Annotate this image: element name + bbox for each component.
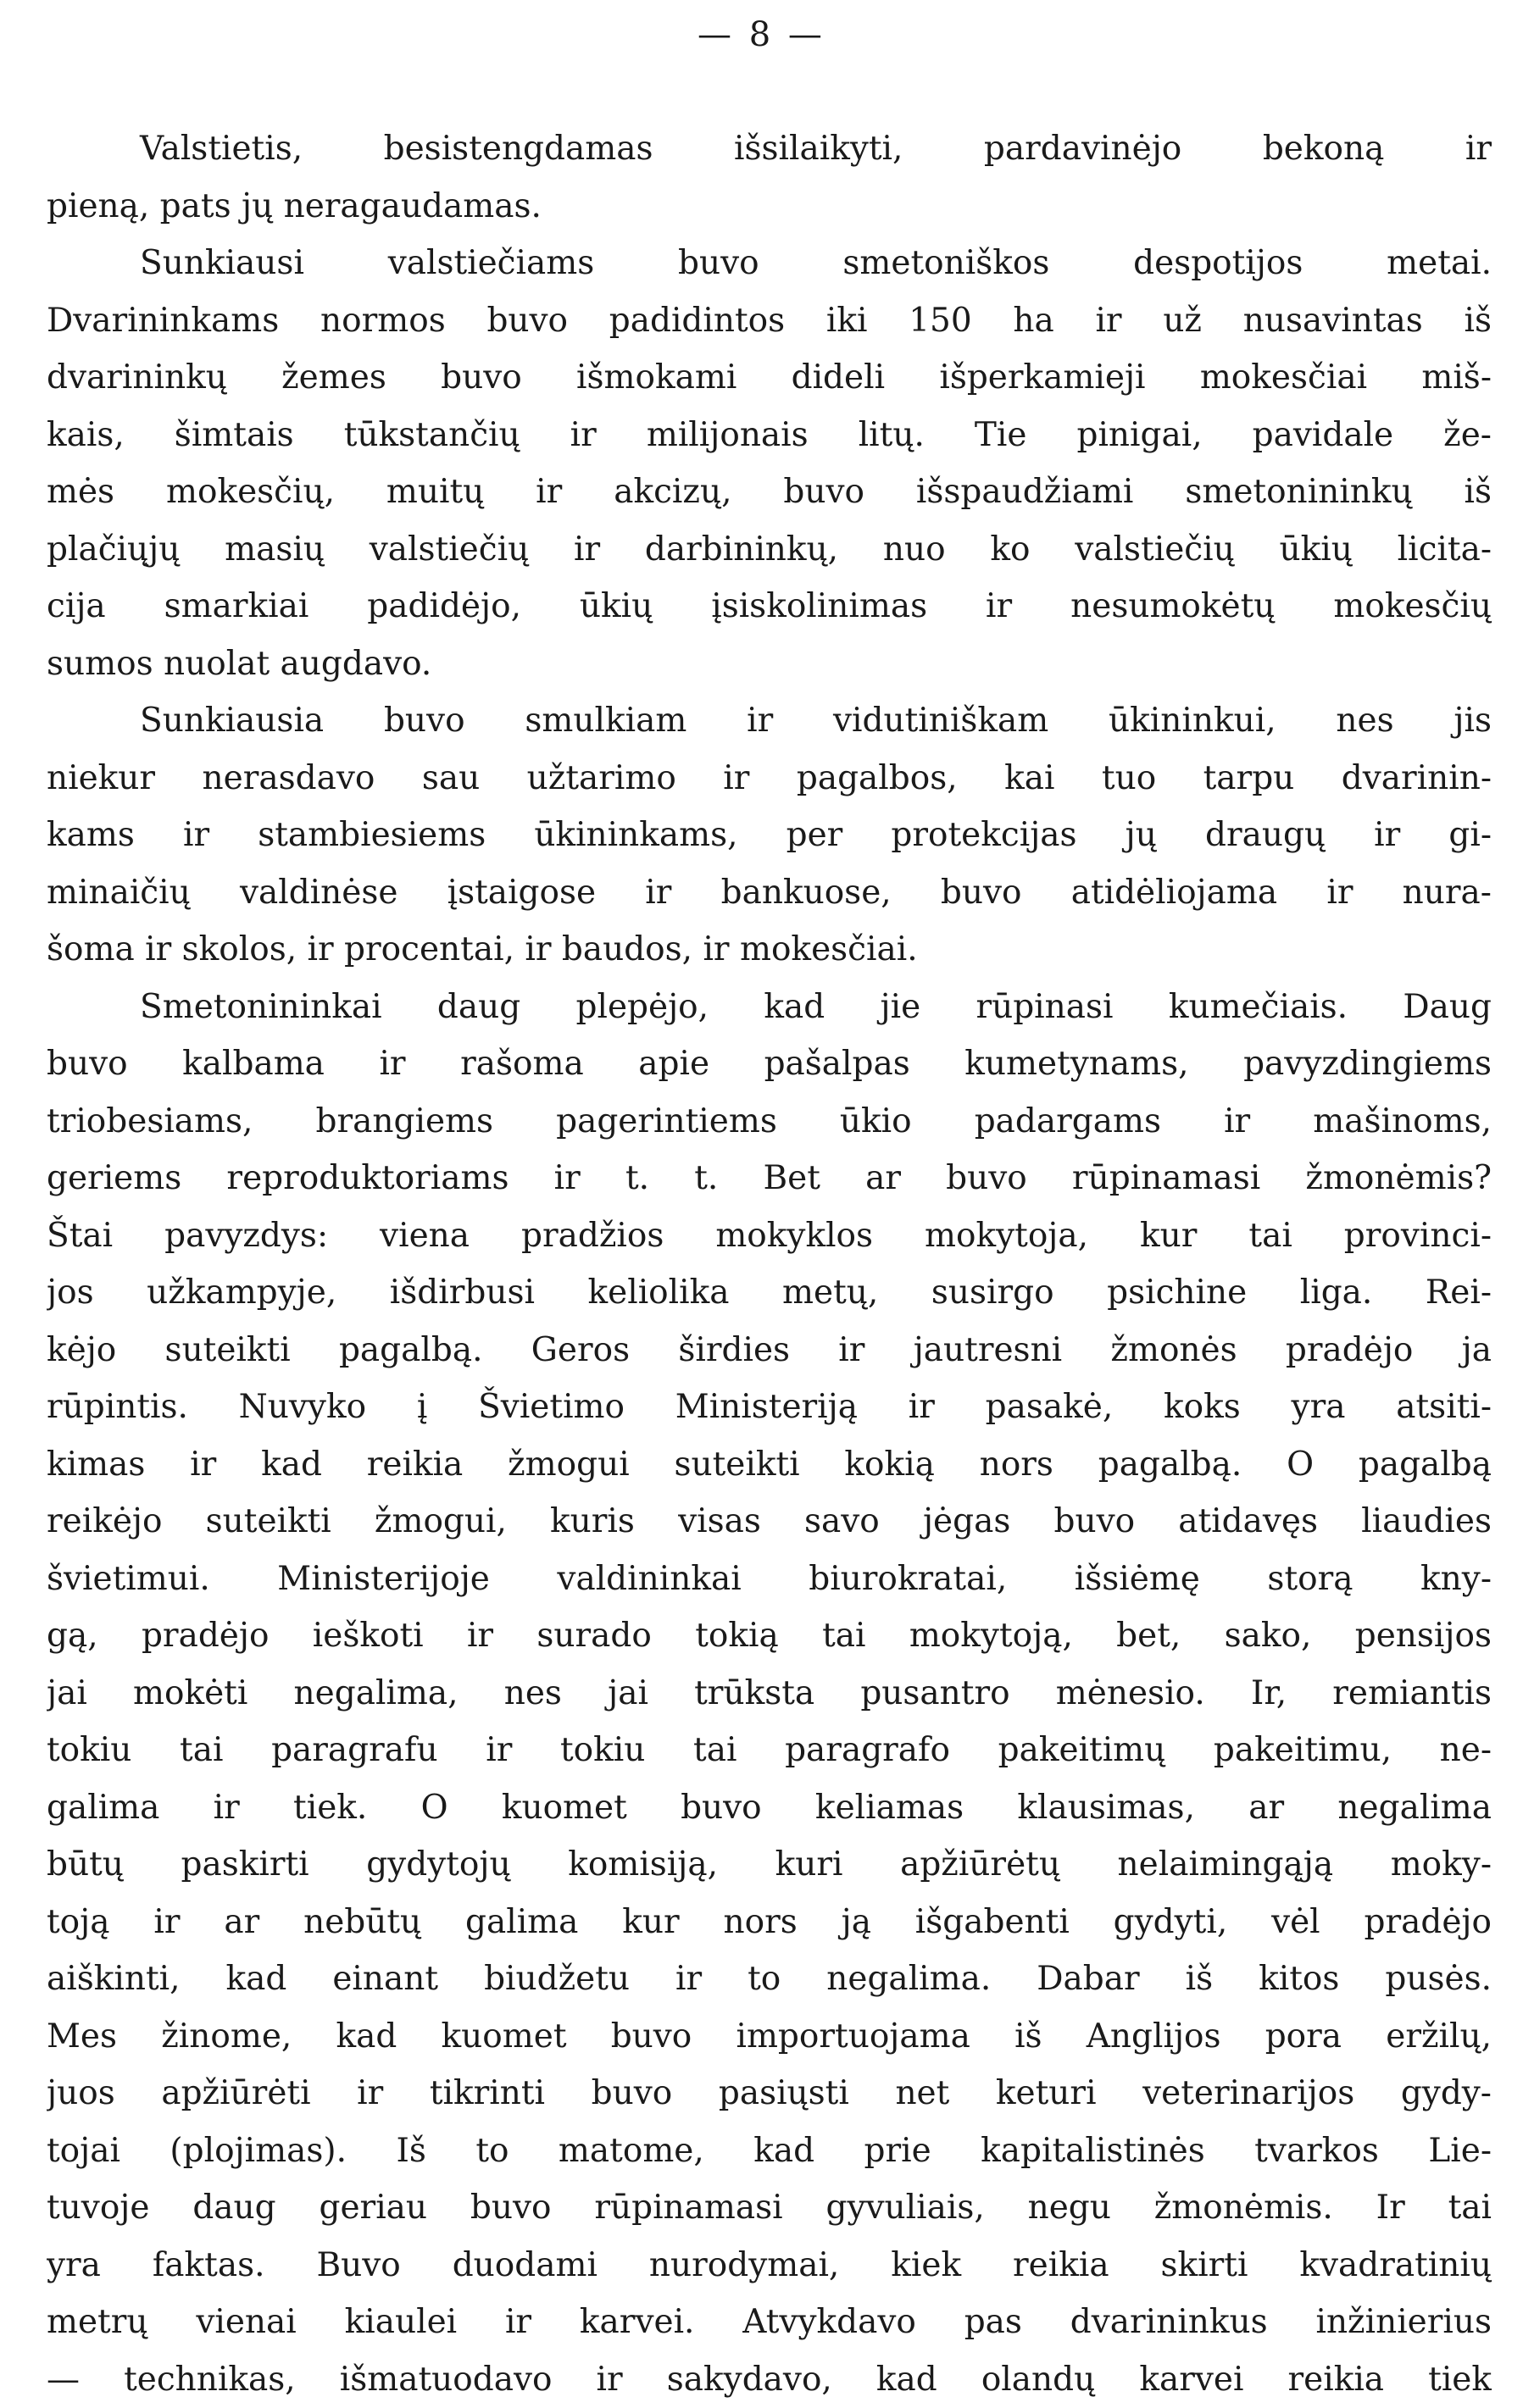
text-line: kėjo suteikti pagalbą. Geros širdies ir jautresni žmonės pradėjo ja bbox=[47, 1322, 1492, 1379]
text-line: geriems reproduktoriams ir t. t. Bet ar buvo rūpinamasi žmonėmis? bbox=[47, 1150, 1492, 1207]
text-line: niekur nerasdavo sau užtarimo ir pagalbos, kai tuo tarpu dvarinin- bbox=[47, 750, 1492, 807]
text-line: aiškinti, kad einant biudžetu ir to negalima. Dabar iš kitos pusės. bbox=[47, 1950, 1492, 2008]
text-line: gą, pradėjo ieškoti ir surado tokią tai mokytoją, bet, sako, pensijos bbox=[47, 1607, 1492, 1665]
text-line: buvo kalbama ir rašoma apie pašalpas kumetynams, pavyzdingiems bbox=[47, 1035, 1492, 1093]
text-line: dvarininkų žemes buvo išmokami dideli išperkamieji mokesčiai miš- bbox=[47, 349, 1492, 407]
text-line: triobesiams, brangiems pagerintiems ūkio padargams ir mašinoms, bbox=[47, 1093, 1492, 1151]
text-line: juos apžiūrėti ir tikrinti buvo pasiųsti net keturi veterinarijos gydy- bbox=[47, 2065, 1492, 2122]
text-line: mės mokesčių, muitų ir akcizų, buvo išspaudžiami smetonininkų iš bbox=[47, 463, 1492, 521]
text-line: švietimui. Ministerijoje valdininkai biurokratai, išsiėmę storą kny- bbox=[47, 1551, 1492, 1608]
text-line: jos užkampyje, išdirbusi keliolika metų, susirgo psichine liga. Rei- bbox=[47, 1264, 1492, 1322]
text-line: Smetonininkai daug plepėjo, kad jie rūpinasi kumečiais. Daug bbox=[47, 979, 1492, 1036]
text-line: būtų paskirti gydytojų komisiją, kuri apžiūrėtų nelaimingąją moky- bbox=[47, 1836, 1492, 1894]
text-line: Štai pavyzdys: viena pradžios mokyklos mokytoja, kur tai provinci- bbox=[47, 1207, 1492, 1265]
text-line: tuvoje daug geriau buvo rūpinamasi gyvuliais, negu žmonėmis. Ir tai bbox=[47, 2179, 1492, 2237]
text-line: Sunkiausi valstiečiams buvo smetoniškos despotijos metai. bbox=[47, 235, 1492, 292]
text-line: kams ir stambiesiems ūkininkams, per protekcijas jų draugų ir gi- bbox=[47, 807, 1492, 864]
page-number: — 8 — bbox=[0, 15, 1523, 54]
text-line: metrų vienai kiaulei ir karvei. Atvykdavo pas dvarininkus inžinierius bbox=[47, 2294, 1492, 2351]
text-line: plačiųjų masių valstiečių ir darbininkų, nuo ko valstiečių ūkių licita- bbox=[47, 521, 1492, 579]
text-line: pieną, pats jų neragaudamas. bbox=[47, 178, 1492, 236]
text-line: Valstietis, besistengdamas išsilaikyti, pardavinėjo bekoną ir bbox=[47, 120, 1492, 178]
text-line: rūpintis. Nuvyko į Švietimo Ministeriją ir pasakė, koks yra atsiti- bbox=[47, 1379, 1492, 1436]
text-line: Dvarininkams normos buvo padidintos iki 150 ha ir už nusavintas iš bbox=[47, 292, 1492, 350]
text-line: toją ir ar nebūtų galima kur nors ją išgabenti gydyti, vėl pradėjo bbox=[47, 1894, 1492, 1951]
text-line: galima ir tiek. O kuomet buvo keliamas klausimas, ar negalima bbox=[47, 1779, 1492, 1837]
text-line: tojai (plojimas). Iš to matome, kad prie kapitalistinės tvarkos Lie- bbox=[47, 2122, 1492, 2180]
text-line: Mes žinome, kad kuomet buvo importuojama iš Anglijos pora eržilų, bbox=[47, 2008, 1492, 2066]
text-line: kais, šimtais tūkstančių ir milijonais litų. Tie pinigai, pavidale že- bbox=[47, 407, 1492, 464]
text-line: reikėjo suteikti žmogui, kuris visas savo jėgas buvo atidavęs liaudies bbox=[47, 1493, 1492, 1551]
text-line: tokiu tai paragrafu ir tokiu tai paragrafo pakeitimų pakeitimu, ne- bbox=[47, 1722, 1492, 1779]
text-line: Sunkiausia buvo smulkiam ir vidutiniškam ūkininkui, nes jis bbox=[47, 692, 1492, 750]
body-text bbox=[47, 120, 1492, 2408]
text-line: šoma ir skolos, ir procentai, ir baudos, ir mokesčiai. bbox=[47, 921, 1492, 979]
text-line: — technikas, išmatuodavo ir sakydavo, kad olandų karvei reikia tiek bbox=[47, 2351, 1492, 2408]
text-line: sumos nuolat augdavo. bbox=[47, 635, 1492, 693]
text-line: cija smarkiai padidėjo, ūkių įsiskolinimas ir nesumokėtų mokesčių bbox=[47, 578, 1492, 635]
text-line: kimas ir kad reikia žmogui suteikti kokią nors pagalbą. O pagalbą bbox=[47, 1436, 1492, 1494]
text-line: jai mokėti negalima, nes jai trūksta pusantro mėnesio. Ir, remiantis bbox=[47, 1665, 1492, 1723]
text-line: yra faktas. Buvo duodami nurodymai, kiek reikia skirti kvadratinių bbox=[47, 2237, 1492, 2294]
text-line: minaičių valdinėse įstaigose ir bankuose, buvo atidėliojama ir nura- bbox=[47, 864, 1492, 922]
